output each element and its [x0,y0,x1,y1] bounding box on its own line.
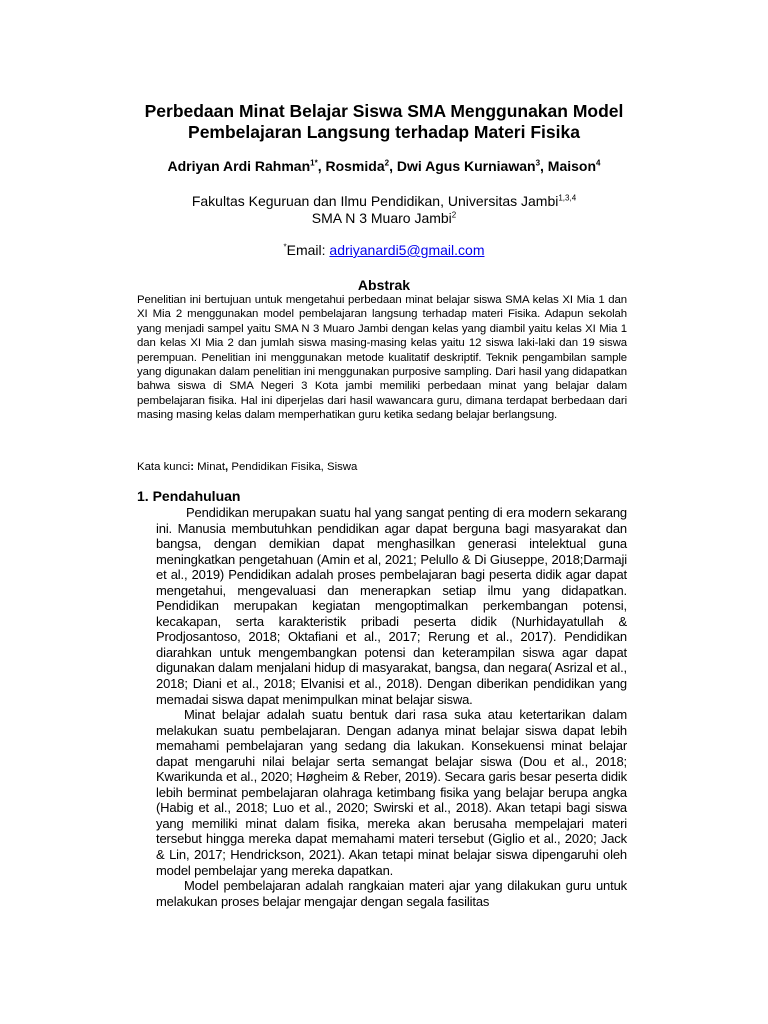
author-name: Maison [547,158,597,174]
author-affiliation-mark: 3 [535,158,541,168]
affiliation-university [80,193,688,210]
affiliation-university-mark: 1,3,4 [558,193,577,203]
paper-title [100,101,668,143]
body-paragraph: Pendidikan merupakan suatu hal yang sangat penting di era modern sekarang ini. Manusia membutuhkan pendidikan agar dapat berguna bagi masyarakat dan bangsa, dengan demikian dapat menghasilkan generasi intelektual guna meningkatkan pengetahuan (Amin et al, 2021; Pelullo & Di Giuseppe, 2018;Darmaji et al., 2019) Pendidikan adalah proses pembelajaran bagi peserta didik agar dapat mengetahui, mengevaluasi dan menerapkan setiap ilmu yang didapatkan. Pendidikan merupakan kegiatan mengoptimalkan perkembangan potensi, kecakapan, serta karakteristik pribadi peserta didik (Nurhidayatullah & Prodjosantoso, 2018; Oktafiani et al., 2017; Rerung et al., 2017). Pendidikan diarahkan untuk mengembangkan potensi dan keterampilan siswa agar dapat digunakan dalam menjalani hidup di masyarakat, bangsa, dan negara( Asrizal et al., 2018; Diani et al., 2018; Elvanisi et al., 2018). Dengan diberikan pendidikan yang memadai siswa dapat menimpulkan minat belajar siswa. [156,505,627,707]
corresponding-mark: * [283,242,287,252]
body-paragraph: Model pembelajaran adalah rangkaian materi ajar yang dilakukan guru untuk melakukan proses belajar mengajar dengan segala fasilitas [156,878,627,909]
affiliation-school-mark: 2 [451,210,457,220]
keyword: Minat [197,461,226,473]
affiliation-university-text: Fakultas Keguruan dan Ilmu Pendidikan, Universitas Jambi [191,193,559,209]
keyword-rest: Pendidikan Fisika, Siswa [231,461,358,473]
keywords-label: Kata kunci [137,461,191,473]
corresponding-email [80,242,688,259]
affiliation-school-text: SMA N 3 Muaro Jambi [311,210,452,226]
body-paragraph: Minat belajar adalah suatu bentuk dari rasa suka atau ketertarikan dalam melakukan suatu pembelajaran. Dengan adanya minat belajar siswa dapat lebih memahami pembelajaran yang sedang dia lakukan. Konsekuensi minat belajar dapat mengaruhi nilai belajar serta semangat belajar siswa (Dou et al., 2018; Kwarikunda et al., 2020; Høgheim & Reber, 2019). Secara garis besar peserta didik lebih berminat pembelajaran olahraga ketimbang fisika yang belajar berupa angka (Habig et al., 2018; Luo et al., 2020; Swirski et al., 2018). Akan tetapi bagi siswa yang memiliki minat dalam fisika, mereka akan berusaha mempelajari materi tersebut hingga mereka dapat memahami materi tersebut (Giglio et al., 2020; Jack & Lin, 2017; Hendrickson, 2021). Akan tetapi minat belajar siswa dipengaruhi oleh model pembelajar yang mereka dapatkan. [156,707,627,878]
author-affiliation-mark: 4 [596,158,601,168]
author-affiliation-mark: 1* [310,158,318,168]
paper-title-line-1: Perbedaan Minat Belajar Siswa SMA Menggunakan Model [144,101,624,121]
section-heading-introduction: 1. Pendahuluan [137,488,241,504]
author-separator: , [389,158,397,174]
keywords [137,460,627,474]
paper-title-line-2: Pembelajaran Langsung terhadap Materi Fisika [188,122,580,142]
abstract-text: Penelitian ini bertujuan untuk mengetahui perbedaan minat belajar siswa SMA kelas XI Mia 1 dan XI Mia 2 menggunakan model pembelajaran langsung terhadap materi Fisika. Adapun sekolah yang menjadi sampel yaitu SMA N 3 Muaro Jambi dengan kelas yang diambil yaitu kelas XI Mia 1 dan kelas XI Mia 2 dan jumlah siswa masing-masing kelas yaitu 12 siswa laki-laki dan 19 siswa perempuan. Penelitian ini menggunakan metode kualitatif deskriptif. Teknik pengambilan sample yang digunakan dalam penelitian ini menggunakan purposive sampling. Dari hasil yang didapatkan bahwa siswa di SMA Negeri 3 Kota jambi memiliki perbedaan minat yang belajar dalam pembelajaran fisika. Hal ini diperjelas dari hasil wawancara guru, dimana terdapat berbedaan dari masing masing kelas dalam memperhatikan guru ketika sedang belajar berlangsung. [137,294,627,422]
author-separator: , [317,158,326,174]
affiliation-school [80,210,688,227]
keywords-colon: : [190,461,198,473]
email-link[interactable]: adriyanardi5@gmail.com [329,242,485,258]
introduction-body [156,505,627,909]
email-label: Email: [286,242,330,258]
author-list [80,157,688,175]
author-name: Adriyan Ardi Rahman [167,158,311,174]
abstract-heading: Abstrak [357,277,411,293]
author-separator: , [540,158,548,174]
author-affiliation-mark: 2 [384,158,390,168]
author-name: Dwi Agus Kurniawan [396,158,536,174]
keywords-separator: , [225,461,232,473]
author-name: Rosmida [325,158,385,174]
